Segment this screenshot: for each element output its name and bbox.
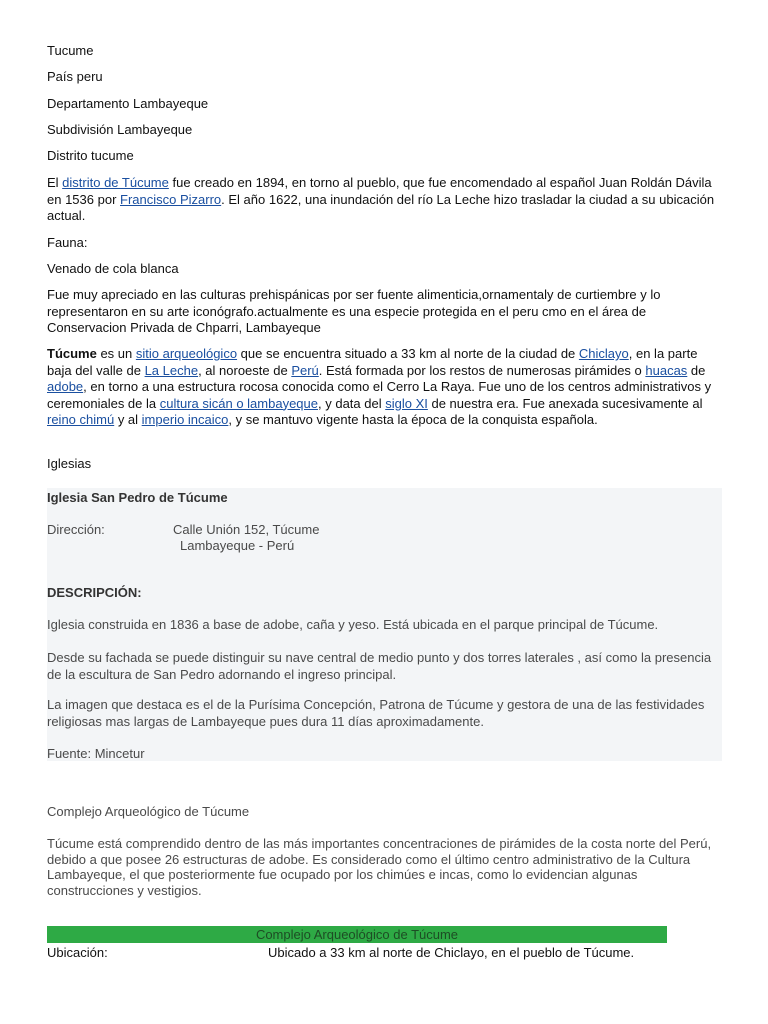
- link-cultura[interactable]: cultura sicán o lambayeque: [159, 395, 318, 411]
- church-title: Iglesia San Pedro de Túcume: [47, 490, 228, 505]
- intro-paragraph: El distrito de Túcume fue creado en 1894, en torno al pueblo, que fue encomendado al español Juan Roldán Dávila en 1536 por Francisco Pizarro. El año 1622, una inundación del río La Leche hizo trasladar la ciudad a su ubicación actual.: [47, 175, 715, 223]
- complex-heading: Complejo Arqueológico de Túcume: [47, 804, 250, 819]
- department-line: Departamento Lambayeque: [47, 96, 209, 111]
- link-imperio-incaico[interactable]: imperio incaico: [141, 412, 229, 427]
- subdivision-line: Subdivisión Lambayeque: [47, 122, 193, 137]
- link-huacas[interactable]: huacas: [645, 362, 688, 378]
- fauna-description: Fue muy apreciado en las culturas prehispánicas por ser fuente alimenticia,ornamentaly de curtiembre y lo representaron en su arte iconógrafo.actualmente es una especie protegida en el peru cmo en el área de Conservacion Privada de Chparri, Lambayeque: [47, 287, 661, 335]
- churches-heading: Iglesias: [47, 456, 92, 471]
- church-source: Fuente: Mincetur: [47, 746, 145, 761]
- address-line-1: Calle Unión 152, Túcume: [173, 522, 320, 537]
- country-line: País peru: [47, 69, 103, 84]
- place-line: Tucume: [47, 43, 94, 58]
- link-la-leche[interactable]: La Leche: [144, 362, 199, 378]
- link-reino-chimu[interactable]: reino chimú: [47, 412, 115, 427]
- location-value: Ubicado a 33 km al norte de Chiclayo, en el pueblo de Túcume.: [268, 945, 635, 960]
- church-paragraph-3: La imagen que destaca es el de la Purísima Concepción, Patrona de Túcume y gestora de una de las festividades religiosas mas largas de Lambayeque pues dura 11 días aproximadamente.: [47, 697, 705, 729]
- church-paragraph-1: Iglesia construida en 1836 a base de adobe, caña y yeso. Está ubicada en el parque principal de Túcume.: [47, 617, 659, 632]
- fauna-heading: Fauna:: [47, 235, 88, 250]
- site-paragraph: Túcume es un sitio arqueológico que se encuentra situado a 33 km al norte de la ciudad de Chiclayo, en la parte baja del valle de La Leche, al noroeste de Perú. Está formada por los restos de numerosas pirámides o huacas de adobe, en torno a una estructura rocosa conocida como el Cerro La Raya. Fue uno de los centros administrativos y ceremoniales de la cultura sicán o lambayeque, y data del siglo XI de nuestra era. Fue anexada sucesivamente al reino chimú y al imperio incaico, y se mantuvo vigente hasta la época de la conquista española.: [47, 346, 712, 427]
- location-label: Ubicación:: [47, 945, 108, 960]
- site-name: Túcume: [47, 346, 97, 361]
- link-adobe[interactable]: adobe: [47, 379, 84, 394]
- description-heading: DESCRIPCIÓN:: [47, 585, 142, 600]
- complex-table-header: Complejo Arqueológico de Túcume: [47, 926, 667, 943]
- fauna-species: Venado de cola blanca: [47, 261, 179, 276]
- complex-description: Túcume está comprendido dentro de las más importantes concentraciones de pirámides de la costa norte del Perú, debido a que posee 26 estructuras de adobe. Es considerado como el último centro administrativo de la Cultura Lambayeque, el que posteriormente fue ocupado por los chimúes e incas, como lo evidencian algunas construcciones y vestigios.: [47, 836, 712, 898]
- link-peru[interactable]: Perú: [291, 362, 319, 378]
- pizarro-link[interactable]: Francisco Pizarro: [120, 191, 222, 207]
- address-line-2: Lambayeque - Perú: [180, 538, 295, 553]
- district-line: Distrito tucume: [47, 148, 134, 163]
- link-sitio[interactable]: sitio arqueológico: [135, 346, 238, 361]
- church-paragraph-2: Desde su fachada se puede distinguir su nave central de medio punto y dos torres laterales , así como la presencia de la escultura de San Pedro adornando el ingreso principal.: [47, 650, 712, 682]
- district-link[interactable]: distrito de Túcume: [62, 175, 169, 190]
- link-siglo[interactable]: siglo XI: [385, 395, 428, 411]
- link-chiclayo[interactable]: Chiclayo: [578, 346, 629, 361]
- address-label: Dirección:: [47, 522, 105, 537]
